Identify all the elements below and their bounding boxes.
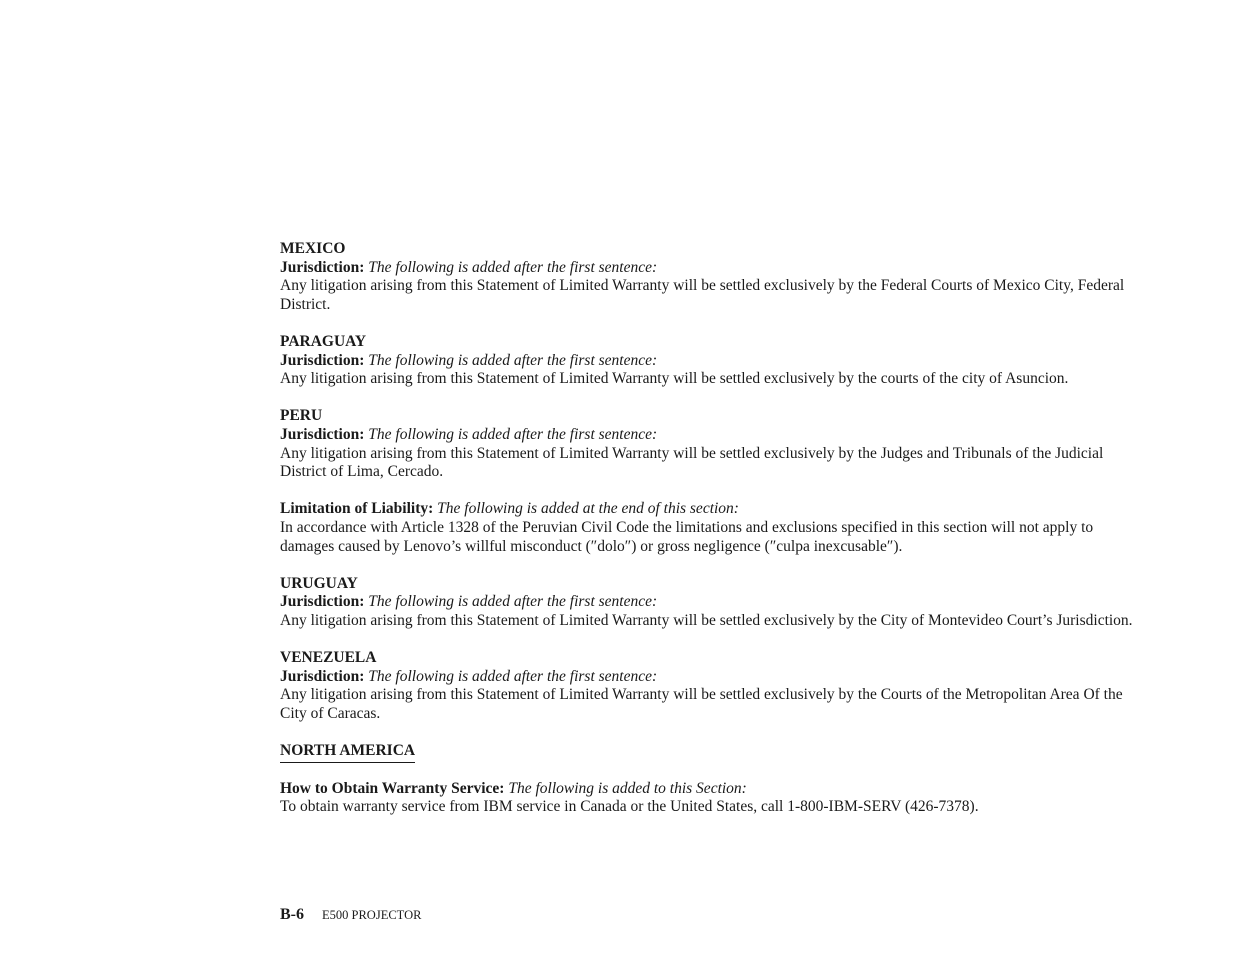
clause-text: Any litigation arising from this Statement of Limited Warranty will be settled exclusively by the Federal Courts of Mexico City, Federal District. <box>280 277 1125 313</box>
document-title: E500 PROJECTOR <box>322 908 422 922</box>
clause-text: Any litigation arising from this Statement of Limited Warranty will be settled exclusively by the Courts of the Metropolitan Area Of the City of Caracas. <box>280 686 1123 722</box>
clause-label: Jurisdiction: <box>280 258 365 276</box>
section-venezuela <box>280 649 1150 723</box>
clause-text: Any litigation arising from this Statement of Limited Warranty will be settled exclusively by the Judges and Tribunals of the Judicial District of Lima, Cercado. <box>280 444 1104 481</box>
country-heading: VENEZUELA <box>280 649 377 667</box>
clause-label: Jurisdiction: <box>280 425 365 443</box>
section-peru-liability <box>280 500 1150 556</box>
clause-text: To obtain warranty service from IBM service in Canada or the United States, call 1-800-IBM-SERV (426-7378). <box>280 798 979 816</box>
clause-instruction: The following is added after the first sentence: <box>368 593 658 611</box>
region-heading: NORTH AMERICA <box>280 742 415 763</box>
section-mexico <box>280 240 1150 314</box>
country-heading: PARAGUAY <box>280 332 367 350</box>
document-body <box>280 240 1150 835</box>
section-paraguay <box>280 333 1150 389</box>
clause-text: Any litigation arising from this Statement of Limited Warranty will be settled exclusively by the City of Montevideo Court’s Jurisdiction. <box>280 611 1133 629</box>
section-uruguay <box>280 575 1150 631</box>
page-footer <box>280 906 421 924</box>
clause-label: Jurisdiction: <box>280 667 365 685</box>
clause-instruction: The following is added after the first sentence: <box>368 425 658 443</box>
page-number: B-6 <box>280 906 304 923</box>
clause-text: In accordance with Article 1328 of the Peruvian Civil Code the limitations and exclusions specified in this section will not apply to damages caused by Lenovo’s willful misconduct (″dolo″) or gross negligence (″culpa inexcusable″). <box>280 518 1094 555</box>
clause-label: Limitation of Liability: <box>280 500 434 518</box>
section-north-america-warranty <box>280 780 1150 817</box>
clause-instruction: The following is added after the first sentence: <box>368 351 658 369</box>
clause-label: Jurisdiction: <box>280 351 365 369</box>
country-heading: PERU <box>280 407 323 425</box>
clause-label: Jurisdiction: <box>280 593 365 611</box>
region-heading-wrapper <box>280 742 1150 780</box>
clause-instruction: The following is added after the first sentence: <box>368 258 658 276</box>
section-peru <box>280 407 1150 481</box>
clause-instruction: The following is added after the first sentence: <box>368 667 658 685</box>
clause-instruction: The following is added to this Section: <box>508 779 747 797</box>
clause-text: Any litigation arising from this Statement of Limited Warranty will be settled exclusively by the courts of the city of Asuncion. <box>280 370 1069 388</box>
country-heading: URUGUAY <box>280 574 358 592</box>
clause-instruction: The following is added at the end of this section: <box>437 500 739 518</box>
clause-label: How to Obtain Warranty Service: <box>280 779 505 797</box>
country-heading: MEXICO <box>280 240 346 257</box>
